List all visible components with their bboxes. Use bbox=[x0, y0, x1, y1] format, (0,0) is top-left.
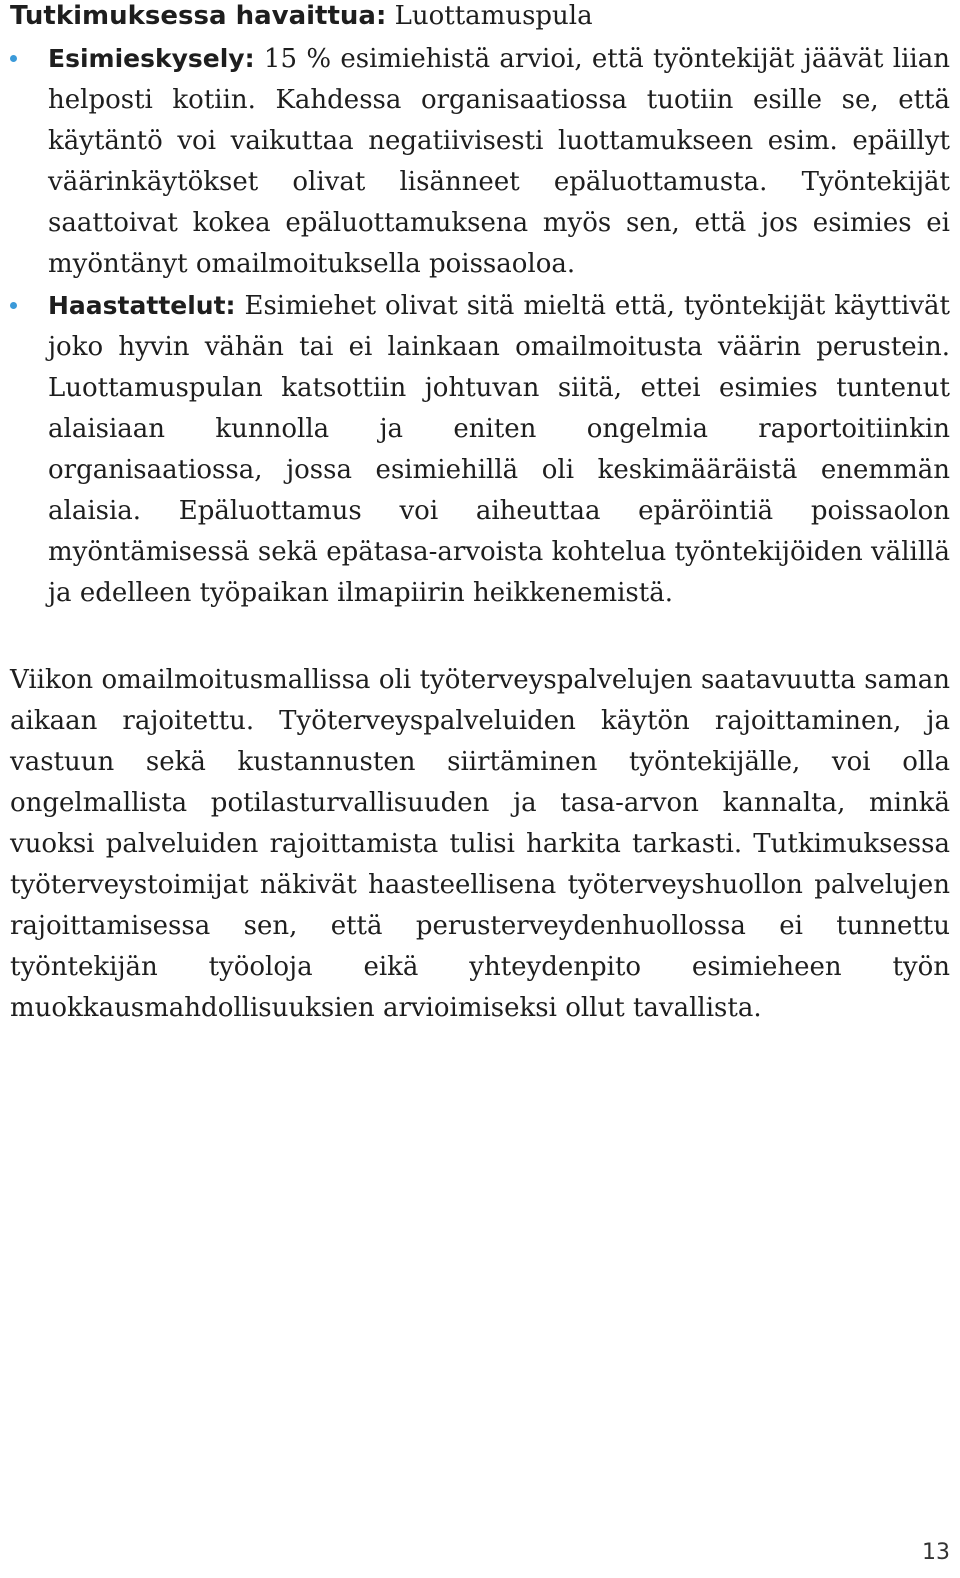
bullet-lead: Haastattelut: bbox=[48, 291, 236, 320]
document-page bbox=[10, 0, 950, 1029]
section-heading bbox=[10, 0, 950, 32]
bullet-text: 15 % esimiehistä arvioi, että työntekijät jäävät liian helposti kotiin. Kahdessa organisaatiossa tuotiin esille se, että käytäntö voi vaikuttaa negatiivisesti luottamukseen esim. epäillyt väärinkäytökset olivat lisänneet epäluottamusta. Työntekijät saattoivat kokea epäluottamuksena myös sen, että jos esimies ei myöntänyt omailmoituksella poissaoloa. bbox=[48, 44, 950, 279]
heading-topic: Luottamuspula bbox=[386, 1, 593, 31]
bullet-text: Esimiehet olivat sitä mieltä että, työntekijät käyttivät joko hyvin vähän tai ei lainkaan omailmoitusta väärin perustein. Luottamuspulan katsottiin johtuvan siitä, ettei esimies tuntenut alaisiaan kunnolla ja eniten ongelmia raportoitiinkin organisaatiossa, jossa esimiehillä oli keskimääräistä enemmän alaisia. Epäluottamus voi aiheuttaa epäröintiä poissaolon myöntämisessä sekä epätasa-arvoista kohtelua työntekijöiden välillä ja edelleen työpaikan ilmapiirin heikkenemistä. bbox=[48, 291, 950, 608]
list-item bbox=[10, 38, 950, 285]
bullet-dot-icon bbox=[10, 55, 17, 62]
heading-lead: Tutkimuksessa havaittua: bbox=[10, 1, 387, 31]
page-number: 13 bbox=[922, 1540, 950, 1565]
body-paragraph: Viikon omailmoitusmallissa oli työterveyspalvelujen saatavuutta saman aikaan rajoitettu. Työterveyspalveluiden käytön rajoittaminen, ja vastuun sekä kustannusten siirtäminen työntekijälle, voi olla ongelmallista potilasturvallisuuden ja tasa-arvon kannalta, minkä vuoksi palveluiden rajoittamista tulisi harkita tarkasti. Tutkimuksessa työterveystoimijat näkivät haasteellisena työterveyshuollon palvelujen rajoittamisessa sen, että perusterveydenhuollossa ei tunnettu työntekijän työoloja eikä yhteydenpito esimieheen työn muokkausmahdollisuuksien arvioimiseksi ollut tavallista. bbox=[10, 665, 950, 1023]
bullet-dot-icon bbox=[10, 302, 17, 309]
findings-list bbox=[10, 38, 950, 614]
list-item bbox=[10, 285, 950, 614]
bullet-lead: Esimieskysely: bbox=[48, 44, 255, 73]
